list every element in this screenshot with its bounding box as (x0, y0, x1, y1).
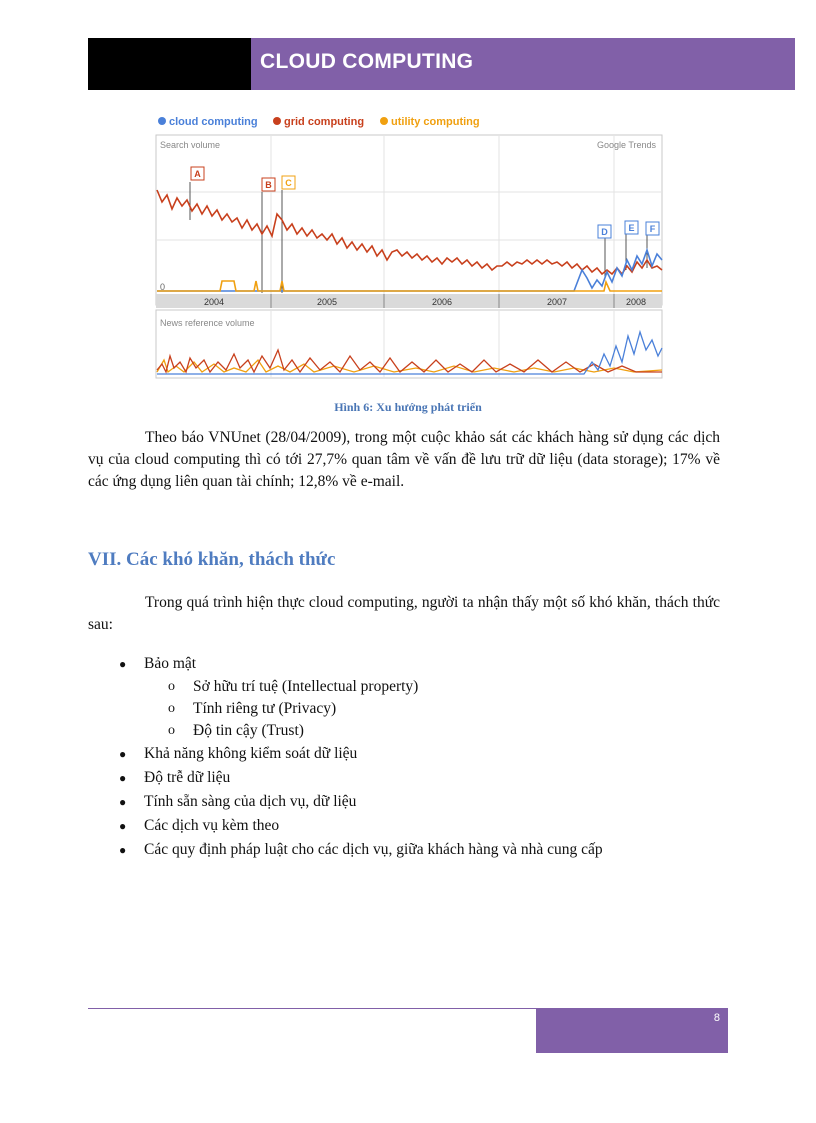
bullet: ● (119, 747, 127, 761)
search-volume-label: Search volume (160, 140, 221, 150)
zero-label: 0 (160, 282, 166, 292)
sub-bullet: o (168, 679, 175, 694)
trends-figure (154, 110, 664, 380)
source-label: Google Trends (596, 140, 656, 150)
legend-cloud: cloud computing (169, 116, 258, 128)
legend-dot-grid (273, 117, 281, 125)
marker-D: D (601, 227, 608, 237)
year-band (156, 294, 662, 308)
year-2004: 2004 (203, 297, 225, 307)
year-2008: 2008 (625, 297, 647, 307)
paragraph-survey (88, 427, 720, 493)
section-heading: VII. Các khó khăn, thách thức (88, 549, 336, 570)
paragraph-challenges-text: Trong quá trình hiện thực cloud computing, người ta nhận thấy một số khó khăn, thách thức sau: (88, 594, 720, 633)
page-number: 8 (713, 1012, 720, 1024)
bullet: ● (119, 819, 127, 833)
legend-dot-utility (380, 117, 388, 125)
bullet: ● (119, 843, 127, 857)
year-2005: 2005 (316, 297, 338, 307)
marker-A: A (194, 169, 201, 179)
bullet: ● (119, 771, 127, 785)
bullet: ● (119, 657, 127, 671)
paragraph-survey-text: Theo báo VNUnet (28/04/2009), trong một cuộc khảo sát các khách hàng sử dụng các dịch vụ của cloud computing thì có tới 27,7% quan tâm về vấn đề lưu trữ dữ liệu (data storage); 17% về các ứng dụng liên quan tài chính; 12,8% về e-mail. (88, 429, 720, 490)
header-black-block (88, 38, 251, 90)
year-2006: 2006 (431, 297, 453, 307)
paragraph-challenges (88, 592, 720, 636)
bullet: ● (119, 795, 127, 809)
sub-bullet: o (168, 723, 175, 738)
marker-B: B (265, 180, 272, 190)
legend-utility: utility computing (391, 116, 480, 128)
header-title: CLOUD COMPUTING (260, 50, 474, 73)
year-2007: 2007 (546, 297, 568, 307)
marker-E: E (628, 223, 635, 233)
marker-C: C (285, 178, 292, 188)
marker-F: F (649, 224, 656, 234)
search-panel (156, 135, 662, 305)
legend-dot-cloud (158, 117, 166, 125)
news-volume-label: News reference volume (160, 318, 255, 328)
figure-caption: Hình 6: Xu hướng phát triển (334, 400, 482, 414)
sub-bullet: o (168, 701, 175, 716)
legend-grid: grid computing (284, 116, 365, 128)
